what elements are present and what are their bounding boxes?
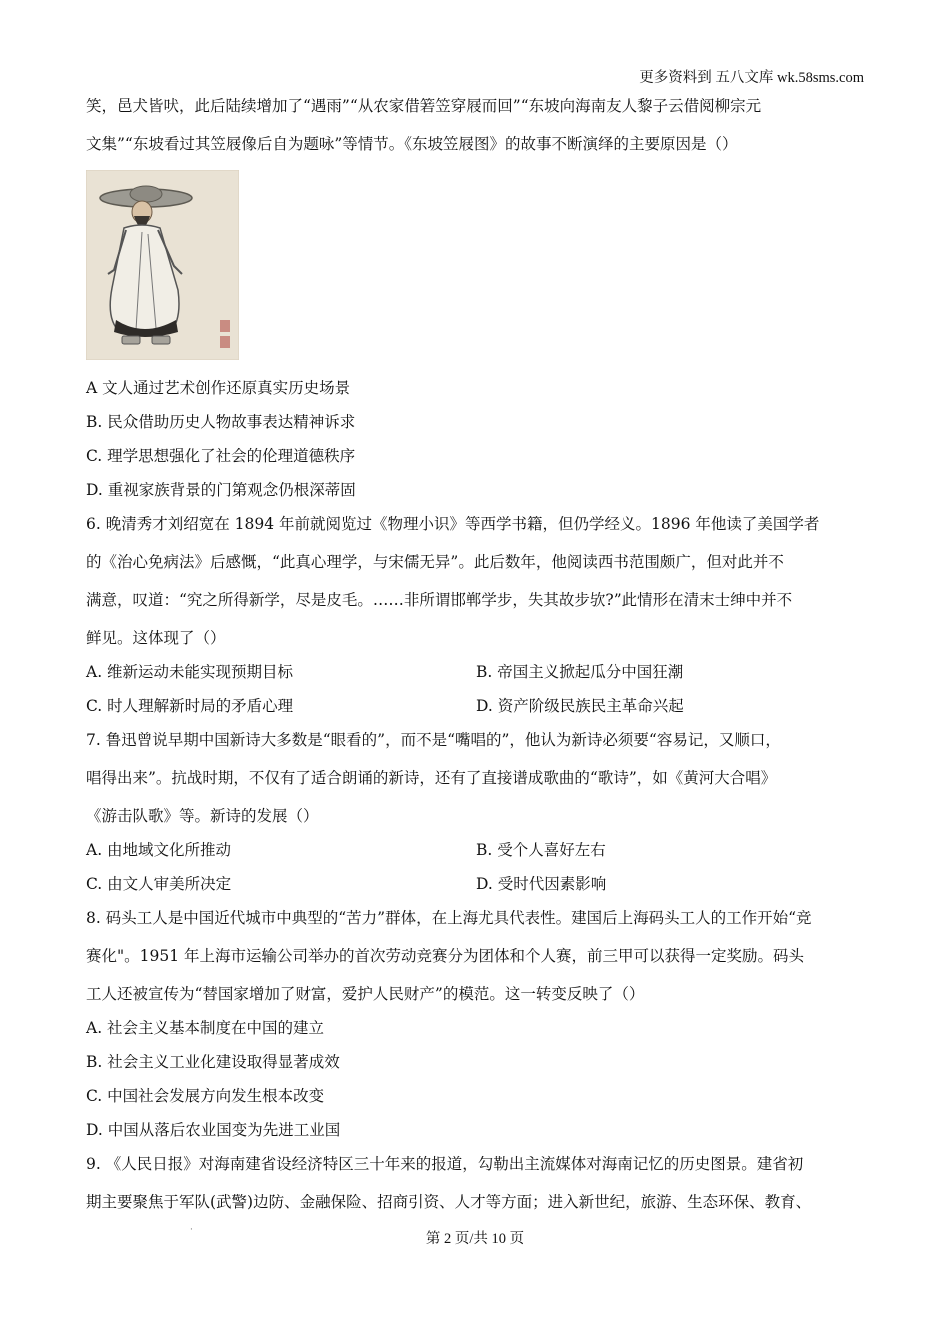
footer-mark: · <box>190 1225 193 1235</box>
question-text-line: 唱得出来”。抗战时期，不仅有了适合朗诵的新诗，还有了直接谱成歌曲的“歌诗”，如《黄河大合唱》 <box>86 769 777 787</box>
option-b: B. 社会主义工业化建设取得显著成效 <box>86 1053 340 1071</box>
option-c: C. 由文人审美所决定 <box>86 875 232 893</box>
option-a: A 文人通过艺术创作还原真实历史场景 <box>86 379 351 397</box>
option-b: B. 受个人喜好左右 <box>476 841 606 859</box>
question-text-line: 《游击队歌》等。新诗的发展（） <box>86 807 319 825</box>
options-row <box>86 696 878 730</box>
options-row <box>86 874 878 908</box>
options-row <box>86 840 878 874</box>
option-d: D. 资产阶级民族民主革命兴起 <box>476 697 684 715</box>
question-text-line: 笑，邑犬皆吠，此后陆续增加了“遇雨”“从农家借箬笠穿屐而回”“东坡向海南友人黎子云借阅柳宗元 <box>86 97 762 115</box>
question-7 <box>86 730 878 908</box>
question-6 <box>86 514 878 730</box>
question-text-line: 赛化"。1951 年上海市运输公司举办的首次劳动竞赛分为团体和个人赛，前三甲可以获得一定奖励。码头 <box>86 947 805 965</box>
option-c: C. 中国社会发展方向发生根本改变 <box>86 1087 325 1105</box>
question-text-line: 9. 《人民日报》对海南建省设经济特区三十年来的报道，勾勒出主流媒体对海南记忆的历史图景。建省初 <box>86 1155 804 1173</box>
option-c: C. 理学思想强化了社会的伦理道德秩序 <box>86 447 356 465</box>
options-row <box>86 662 878 696</box>
painting-figure <box>86 170 239 360</box>
question-text-line: 鲜见。这体现了（） <box>86 629 226 647</box>
option-d: D. 中国从落后农业国变为先进工业国 <box>86 1121 341 1139</box>
page-header: 更多资料到 五八文库 wk.58sms.com <box>639 70 864 86</box>
question-text-line: 期主要聚焦于军队(武警)边防、金融保险、招商引资、人才等方面；进入新世纪，旅游、生态环保、教育、 <box>86 1193 812 1211</box>
question-text-line: 的《治心免病法》后感慨，“此真心理学，与宋儒无异”。此后数年，他阅读西书范围颇广，但对此并不 <box>86 553 784 571</box>
option-c: C. 时人理解新时局的矛盾心理 <box>86 697 294 715</box>
page-footer: 第 2 页/共 10 页 <box>425 1231 525 1247</box>
question-5 <box>86 96 878 514</box>
question-text-line: 工人还被宣传为“替国家增加了财富，爱护人民财产”的模范。这一转变反映了（） <box>86 985 645 1003</box>
question-text-line: 7. 鲁迅曾说早期中国新诗大多数是“眼看的”，而不是“嘴唱的”，他认为新诗必须要“容易记，又顺口， <box>86 731 781 749</box>
option-a: A. 由地域文化所推动 <box>86 841 232 859</box>
question-9 <box>86 1154 878 1230</box>
dongpo-painting-icon <box>86 170 239 360</box>
question-text-line: 8. 码头工人是中国近代城市中典型的“苦力”群体，在上海尤具代表性。建国后上海码头工人的工作开始“竞 <box>86 909 812 927</box>
option-a: A. 维新运动未能实现预期目标 <box>86 663 294 681</box>
page-content <box>86 96 878 1230</box>
option-b: B. 民众借助历史人物故事表达精神诉求 <box>86 413 356 431</box>
question-text-line: 6. 晚清秀才刘绍宽在 1894 年前就阅览过《物理小识》等西学书籍，但仍学经义。1896 年他读了美国学者 <box>86 515 820 533</box>
question-text-line: 文集”“东坡看过其笠屐像后自为题咏”等情节。《东坡笠屐图》的故事不断演绎的主要原因是（） <box>86 135 738 153</box>
option-d: D. 受时代因素影响 <box>476 875 607 893</box>
option-d: D. 重视家族背景的门第观念仍根深蒂固 <box>86 481 356 499</box>
question-text-line: 满意，叹道：“究之所得新学，尽是皮毛。……非所谓邯郸学步，失其故步欤?”此情形在清末士绅中并不 <box>86 591 793 609</box>
option-b: B. 帝国主义掀起瓜分中国狂潮 <box>476 663 684 681</box>
option-a: A. 社会主义基本制度在中国的建立 <box>86 1019 325 1037</box>
question-8 <box>86 908 878 1154</box>
